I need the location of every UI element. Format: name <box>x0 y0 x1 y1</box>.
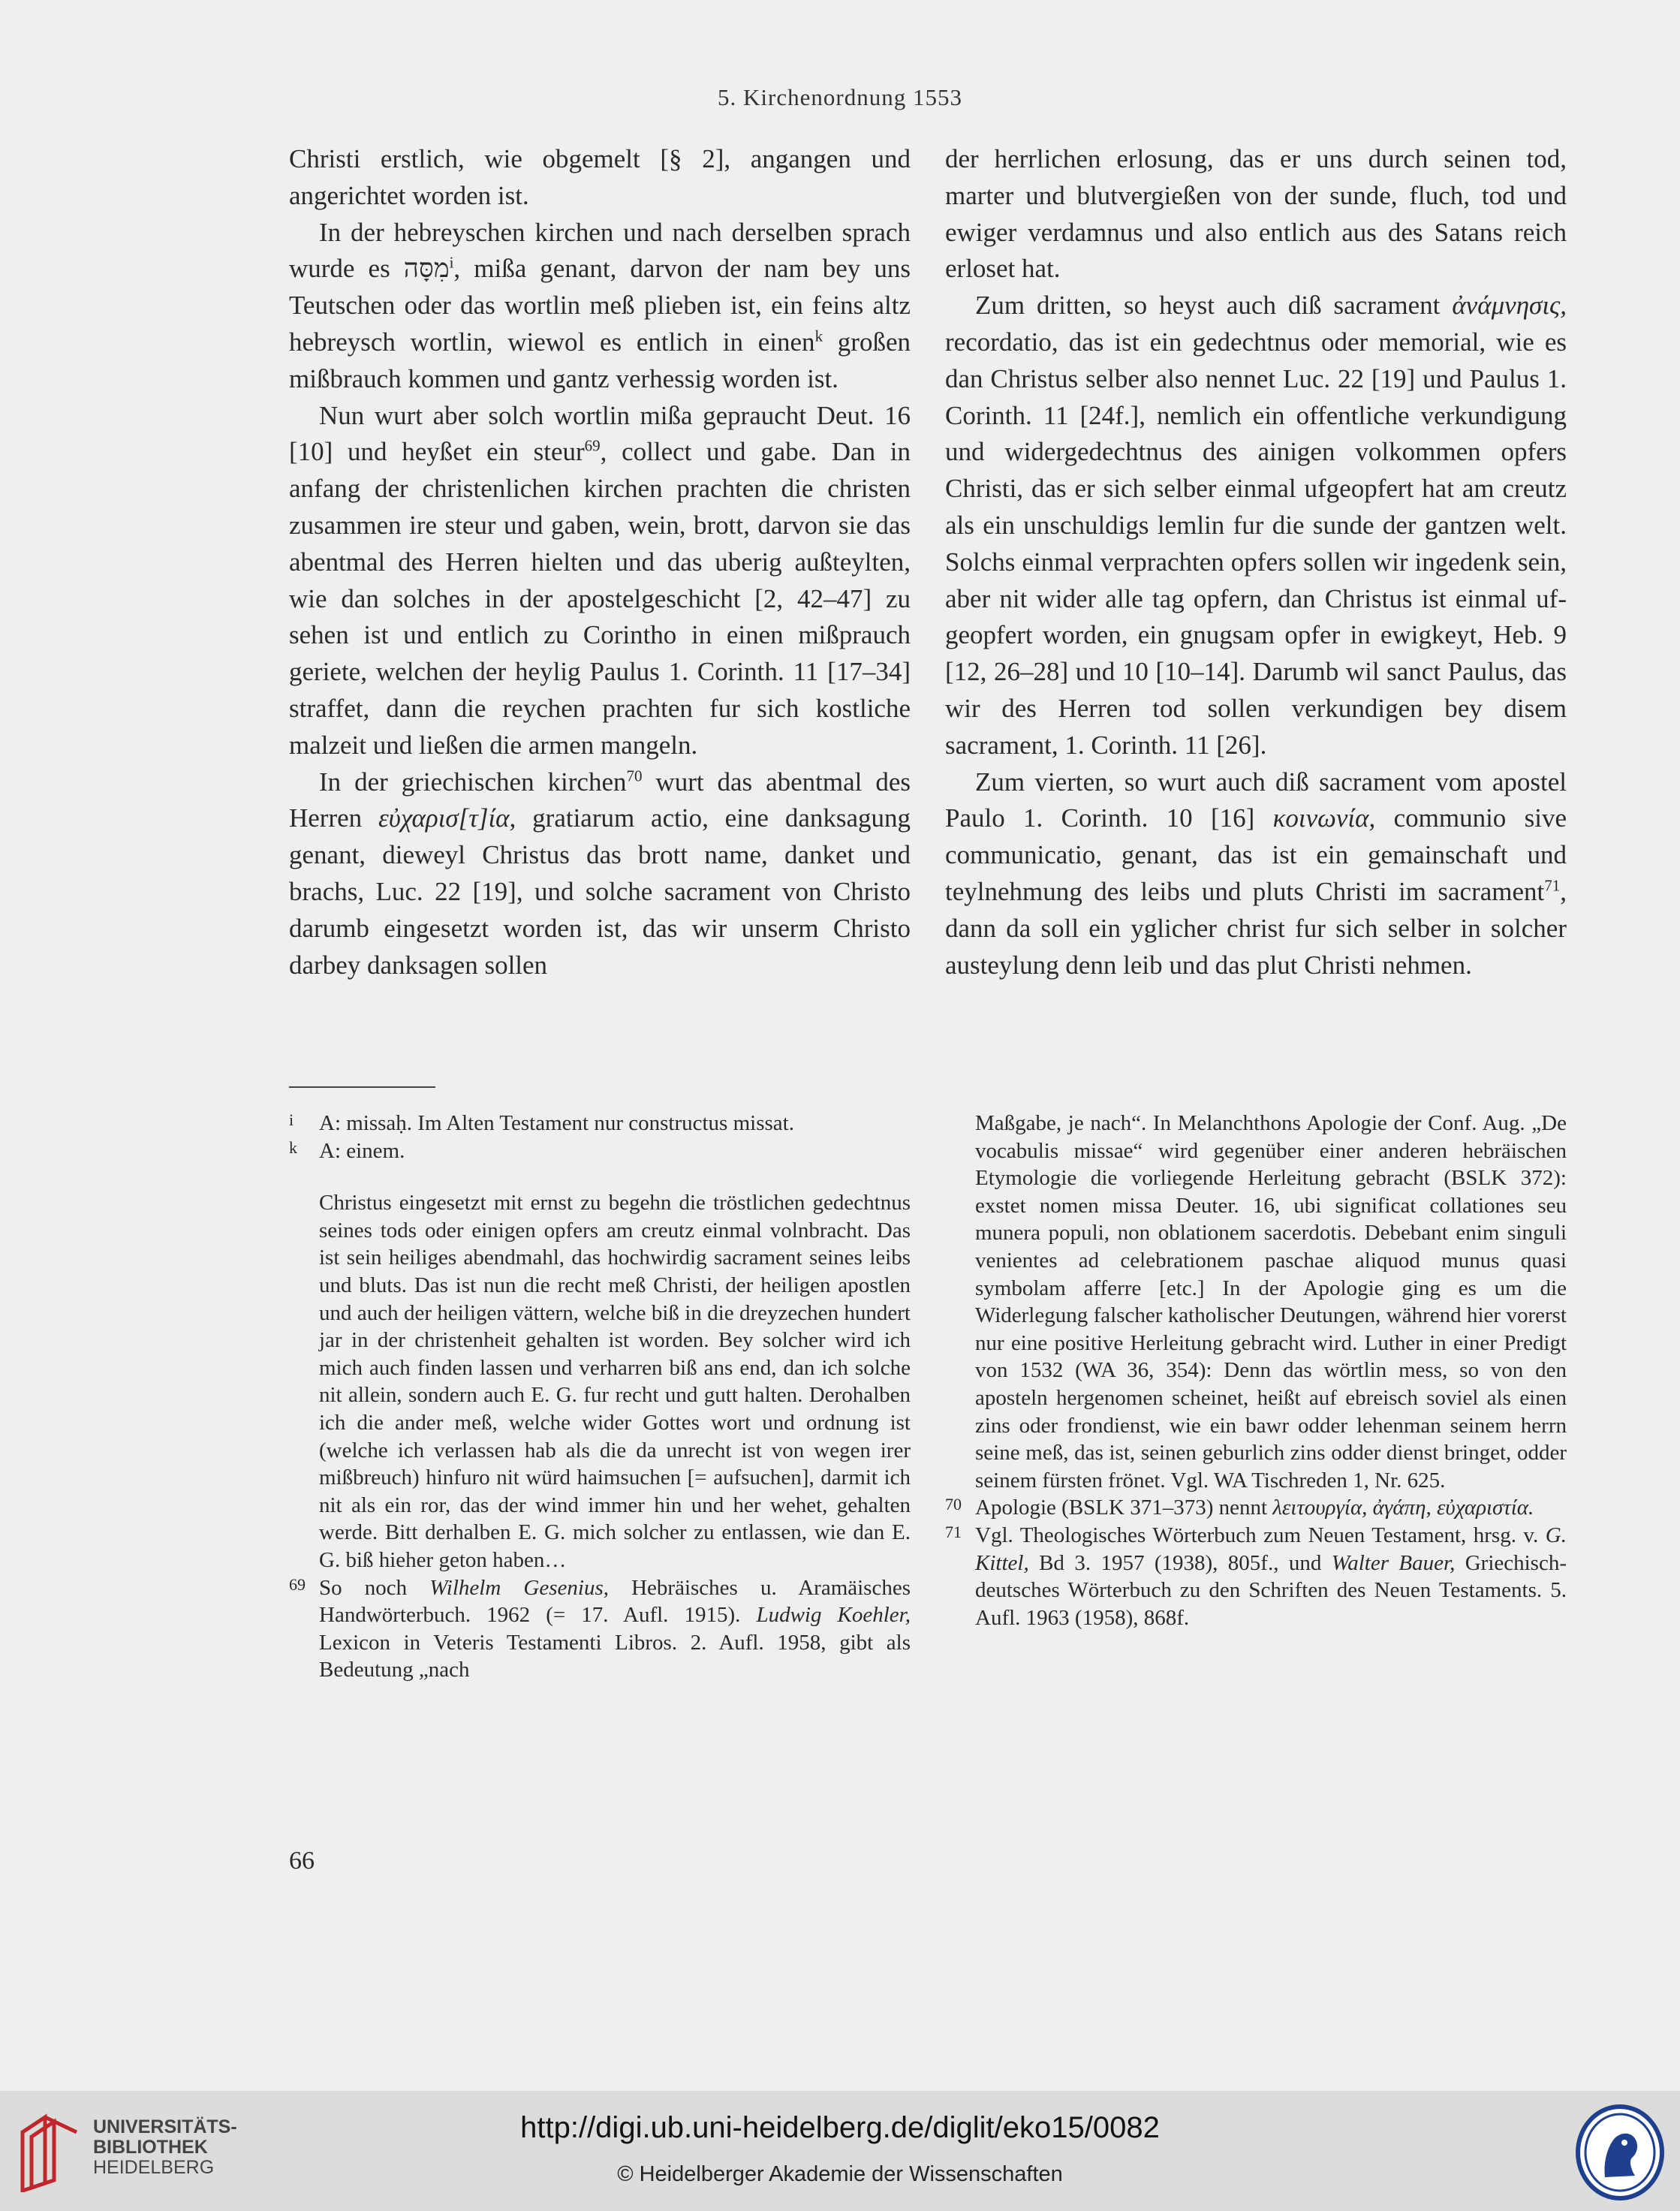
note-text: Bd 3. 1957 (1938), 805f., und <box>1028 1550 1332 1575</box>
footnote-mark-k: k <box>814 327 823 345</box>
note-mark: 71 <box>945 1522 962 1541</box>
footnote-mark-69: 69 <box>584 436 601 455</box>
note-mark: 70 <box>945 1495 962 1514</box>
running-head: 5. Kirchenordnung 1553 <box>718 84 962 110</box>
copyright-notice: © Heidelberger Akademie der Wissenschaften <box>617 2162 1063 2186</box>
footnote-rule <box>289 1086 435 1088</box>
footnote-69 <box>289 1574 911 1684</box>
footnotes-left <box>289 1110 911 1684</box>
greek-term: ἀνάμνησις, <box>1452 291 1567 321</box>
footnote-mark-i: i <box>449 253 454 272</box>
text-run: , mißa genant, darvon der nam bey uns Teutschen oder das wortlin meß plieben ist, ein feins altz hebreysch wortlin, wiewol es entlich in einen <box>289 254 911 357</box>
author-name: G. Kittel, <box>975 1523 1567 1575</box>
text-run: recordatio, das ist ein gedechtnus oder memorial, wie es dan Christus selber also nennet Luc. 22 [19] und Paulus 1. Corinth. 11 [24f.], nemlich ein offentliche verkundigung und widergedechtnus des ainigen volkommen opfers Christi, das er sich selber einmal ufgeopfert hat am creutz als ein unschuldigs lemlin fur die sunde der gantzen welt. Solchs einmal verprachten opfers sollen wir ingedenk sein, aber nit wider alle tag opfern, dan Christus ist einmal ufgeopfert worden, ein gnugsam opfer in ewigkeyt, Heb. 9 [12, 26–28] und 10 [10–14]. Darumb wil sanct Paulus, das wir des Herren tod sollen verkundigen bey disem sacrament, 1. Corinth. 11 [26]. <box>945 327 1567 760</box>
text-run: In der griechischen kirchen <box>319 767 627 797</box>
academy-seal-icon <box>1575 2104 1665 2201</box>
text-run: , collect und gabe. Dan in anfang der christenlichen kirchen prachten die christen zusammen ire steur und gaben, wein, brott, darvon sie das abentmal des Herren hielten und das uberig außteylten, wie dan solches in der apostelgeschicht [2, 42–47] zu sehen ist und entlich zu Corintho in einen mißprauch geriete, welchen der heylig Paulus 1. Corinth. 11 [17–34] straffet, dann die reychen prachten fur sich kostliche malzeit und ließen die armen mangeln. <box>289 437 911 760</box>
note-text: Lexicon in Veteris Testamenti Libros. 2. Aufl. 1958, gibt als Bedeutung „nach <box>319 1630 911 1682</box>
footnote-69-continuation: Maßgabe, je nach“. In Melanchthons Apologie der Conf. Aug. „De vocabulis missae“ wird gegenüber einer anderen hebräischen Etymologie die vorliegende Herleitung gebracht (BSLK 372): exstet nomen missa Deuter. 16, ubi significat collationes seu munera populi, non oblationem sacerdotis. Debebant enim singuli venientes ad celebrationem paschae aliquod munus quasi symbolam afferre [etc.] In der Apologie ging es um die Widerlegung falscher katholischer Deutungen, während hier vorerst nur eine positive Herleitung gebracht wird. Luther in einer Predigt von 1532 (WA 36, 354): Denn das wörtlin mess, so von den aposteln hergenomen scheinet, heißt auf ebreisch soviel als einen zins oder frondienst, wie ein bawr odder lehenman seinem herrn seine meß, das ist, seinen geburlich zins odder dienst bringet, odder seinem fürsten frönet. Vgl. WA Tischreden 1, Nr. 625. <box>975 1111 1567 1493</box>
text-run: Zum dritten, so heyst auch diß sacrament <box>975 291 1453 321</box>
note-mark: i <box>289 1110 294 1129</box>
text-run: gratiarum actio, eine danksagung genant, dieweyl Christus das brott name, danket und brachs, Luc. 22 [19], und solche sacrament von Christo darumb eingesetzt worden ist, das wir unserm Christo darbey danksagen sollen <box>289 803 911 980</box>
paragraph <box>289 764 911 984</box>
footnote-71 <box>945 1522 1567 1631</box>
footnotes-right <box>945 1110 1567 1631</box>
footnote-70 <box>945 1494 1567 1522</box>
library-name-line: UNIVERSITÄTS- <box>93 2116 237 2137</box>
text-run: communio sive communicatio, genant, das ist ein gemainschaft und teylnehmung des leibs und pluts Christi im sacrament <box>945 803 1567 906</box>
text-run: In der hebreyschen kirchen und nach derselben sprach wurde es מִסָּה <box>289 217 911 284</box>
library-name-line: HEIDELBERG <box>93 2157 215 2178</box>
paragraph <box>945 288 1567 764</box>
text-column-right <box>945 141 1567 984</box>
library-name-line: BIBLIOTHEK <box>93 2137 208 2158</box>
greek-term: λειτουργία, ἀγάπη, εὐχαριστία. <box>1272 1496 1534 1520</box>
author-name: Wilhelm Gesenius, <box>429 1575 609 1600</box>
greek-term: εὐχαρισ[τ]ία, <box>378 803 516 833</box>
note-text: Apologie (BSLK 371–373) nennt <box>975 1496 1273 1520</box>
apparatus-note-i <box>289 1110 911 1137</box>
text-column-left <box>289 141 911 984</box>
permalink-url[interactable]: http://digi.ub.uni-heidelberg.de/diglit/eko15/0082 <box>520 2111 1160 2144</box>
author-name: Walter Bauer, <box>1331 1550 1456 1575</box>
paragraph <box>289 215 911 398</box>
note-text: Hebräisches u. Aramäisches Handwörterbuch. 1962 (= 17. Aufl. 1915). <box>319 1575 911 1628</box>
paragraph <box>945 764 1567 984</box>
text-run: großen mißbrauch kommen und gantz verhessig worden ist. <box>289 327 911 393</box>
footnote-mark-71: 71 <box>1544 876 1561 895</box>
paragraph <box>289 398 911 764</box>
note-mark: 69 <box>289 1574 306 1594</box>
paragraph: Christi erstlich, wie obgemelt [§ 2], angangen und angerichtet worden ist. <box>289 144 911 210</box>
footnote-mark-70: 70 <box>626 766 643 785</box>
text-run: Zum vierten, so wurt auch diß sacrament vom apostel Paulo 1. Corinth. 10 [16] <box>945 767 1567 833</box>
apparatus-note-k <box>289 1137 911 1165</box>
note-text: Griechisch-deutsches Wörterbuch zu den Schriften des Neuen Testaments. 5. Aufl. 1963 (1958), 868f. <box>975 1550 1567 1630</box>
note-mark: k <box>289 1137 297 1157</box>
text-run: Nun wurt aber solch wortlin mißa gepraucht Deut. 16 [10] und heyßet ein steur <box>289 400 911 467</box>
author-name: Ludwig Koehler, <box>756 1603 911 1628</box>
note-text: A: missaḥ. Im Alten Testament nur constructus missat. <box>319 1111 794 1135</box>
page-number: 66 <box>289 1847 315 1875</box>
footer-bar <box>0 2091 1680 2211</box>
paragraph: der herrlichen erlosung, das er uns durch seinen tod, marter und blutvergießen von der sunde, fluch, tod und ewiger verdamnus und also entlich aus des Satans reich erloset hat. <box>945 144 1567 284</box>
note-text: A: einem. <box>319 1138 405 1163</box>
text-run: wurt das abentmal des Herren <box>289 767 911 833</box>
greek-term: κοινωνία, <box>1272 803 1376 833</box>
note-text: Vgl. Theologisches Wörterbuch zum Neuen Testament, hrsg. v. <box>975 1523 1546 1547</box>
text-run: , dann da soll ein yglicher christ fur sich selber in solcher austeylung denn leib und das plut Christi nehmen. <box>945 876 1567 980</box>
note-text: So noch <box>319 1575 430 1600</box>
footnote-quote-continuation: Christus eingesetzt mit ernst zu begehn die tröstlichen gedechtnus seines tods oder einigen opfers am creutz einmal volnbracht. Das ist sein heiliges abendmahl, das hochwirdig sacrament seines leibs und bluts. Das ist nun die recht meß Christi, der heiligen apostlen und auch der heiligen vättern, welche biß in die dreyzechen hundert jar in der christenheit gehalten ist worden. Bey solcher wird ich mich auch finden lassen und verharren biß ans end, dan ich solche nit allein, sondern auch E. G. fur recht und gutt halten. Derohalben ich die ander meß, welche wider Gottes wort und ordnung ist (welche ich verlassen hab als die da unrecht ist von wegen irer mißbreuch) hinfuro nit würd haimsuchen [= aufsuchen], darmit ich nit als ein ror, das der wind immer hin und her wehet, gehalten werde. Bitt derhalben E. G. mich solcher zu entlassen, wie dan E. G. biß hieher geton haben… <box>319 1191 911 1572</box>
